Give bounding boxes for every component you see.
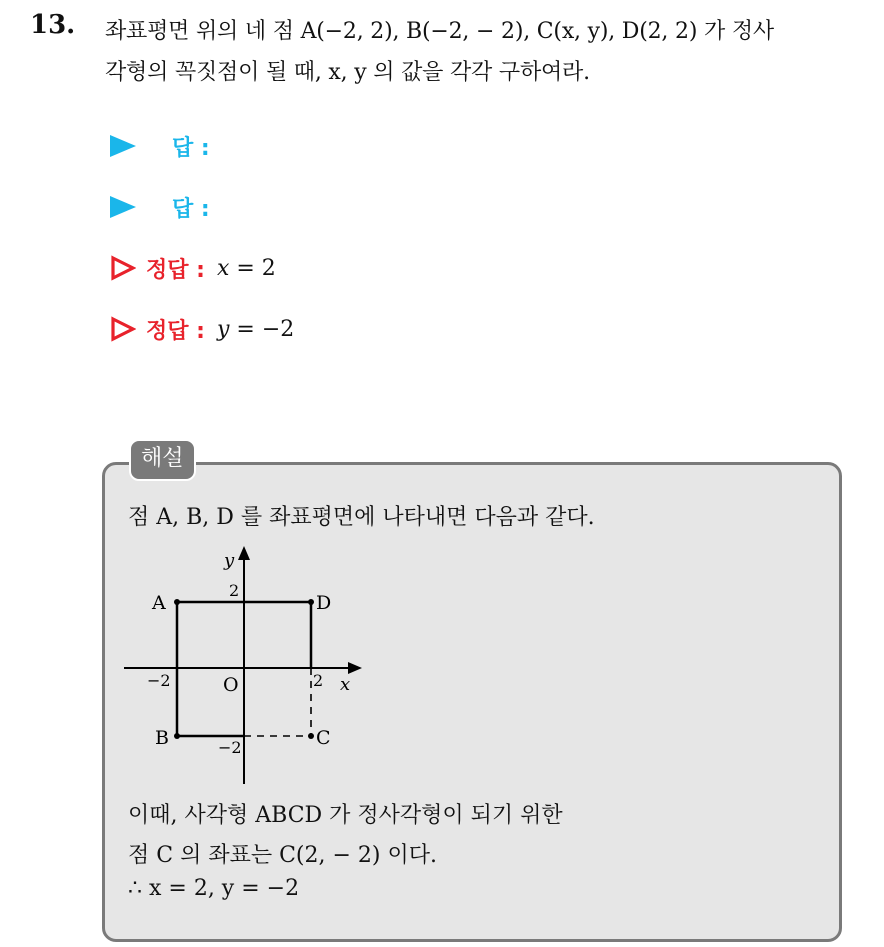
tick-x-neg-label: −2 (147, 671, 171, 690)
correct-answer-value: x = 2 (216, 255, 276, 281)
correct-answer-label: 정답 : (146, 257, 205, 283)
play-triangle-icon (110, 196, 136, 218)
correct-answer-label: 정답 : (146, 318, 205, 344)
question-text-line-1: 좌표평면 위의 네 점 A(−2, 2), B(−2, − 2), C(x, y), D(2, 2) 가 정사 (105, 19, 774, 44)
tick-x-pos-label: 2 (313, 671, 324, 690)
correct-answer-value: y = −2 (216, 316, 295, 342)
solution-tab: 해설 (129, 439, 196, 481)
answer-row-1[interactable] (110, 128, 210, 164)
correct-answer-row-1 (110, 250, 276, 286)
correct-answer-row-2 (110, 311, 294, 347)
tick-y-pos-label: 2 (229, 581, 240, 600)
point-C-label: C (316, 727, 331, 749)
point-B-dot (174, 733, 180, 739)
answer-label: 답 : (172, 135, 210, 161)
question-text-line-2: 각형의 꼭짓점이 될 때, x, y 의 값을 각각 구하여라. (105, 60, 590, 85)
point-C-dot (308, 733, 314, 739)
origin-label: O (223, 674, 239, 696)
tick-y-neg-label: −2 (218, 738, 242, 757)
point-A-label: A (152, 592, 166, 614)
outline-triangle-icon (110, 255, 136, 281)
x-axis-arrow-icon (348, 662, 362, 674)
answer-row-2[interactable] (110, 189, 210, 225)
y-axis-arrow-icon (238, 546, 250, 560)
outline-triangle-icon (110, 316, 136, 342)
point-A-dot (174, 599, 180, 605)
coordinate-graph (120, 540, 380, 790)
solution-line-3: ∴ x = 2, y = −2 (128, 876, 300, 901)
solution-intro: 점 A, B, D 를 좌표평면에 나타내면 다음과 같다. (128, 505, 595, 530)
x-axis-label: x (340, 674, 351, 695)
solution-line-2: 점 C 의 좌표는 C(2, − 2) 이다. (128, 843, 437, 868)
y-axis-label: y (224, 550, 235, 571)
play-triangle-icon (110, 135, 136, 157)
point-D-label: D (316, 592, 332, 614)
point-D-dot (308, 599, 314, 605)
question-number: 13. (30, 10, 76, 40)
point-B-label: B (155, 727, 169, 749)
solution-line-1: 이때, 사각형 ABCD 가 정사각형이 되기 위한 (128, 803, 563, 828)
answer-label: 답 : (172, 196, 210, 222)
